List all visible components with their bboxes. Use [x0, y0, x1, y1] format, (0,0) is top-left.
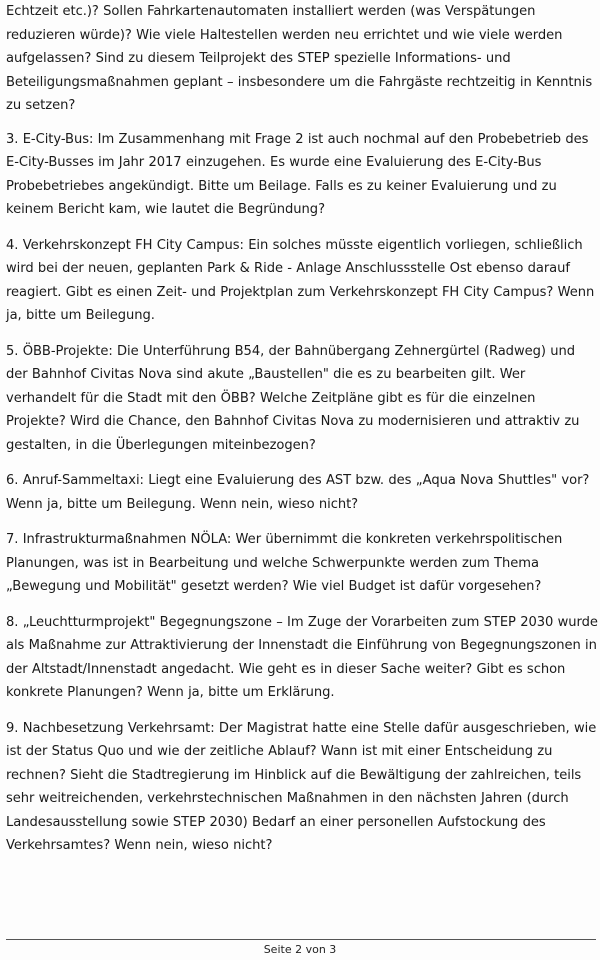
paragraph-continuation: Echtzeit etc.)? Sollen Fahrkartenautomaten installiert werden (was Verspätungen reduzieren würde)? Wie viele Haltestellen werden neu errichtet und wie viele werden aufgelassen? Sind zu diesem Teilprojekt des STEP spezielle Informations- und Beteiligungsmaßnahmen geplant – insbesondere um die Fahrgäste rechtzeitig in Kenntnis zu setzen?: [6, 4, 593, 113]
paragraph-question-7: 7. Infrastrukturmaßnahmen NÖLA: Wer übernimmt die konkreten verkehrspolitischen Planungen, was ist in Bearbeitung und welche Schwerpunkte werden zum Thema „Bewegung und Mobilität" gesetzt werden? Wie viel Budget ist dafür vorgesehen?: [6, 532, 563, 594]
paragraph-question-3: 3. E-City-Bus: Im Zusammenhang mit Frage 2 ist auch nochmal auf den Probebetrieb des E-City-Busses im Jahr 2017 einzugehen. Es wurde eine Evaluierung des E-City-Bus Probebetriebes angekündigt. Bitte um Beilage. Falls es zu keiner Evaluierung und zu keinem Bericht kam, wie lautet die Begründung?: [6, 131, 589, 217]
footer-divider: [6, 939, 596, 940]
paragraph-question-4: 4. Verkehrskonzept FH City Campus: Ein solches müsste eigentlich vorliegen, schließlich wird bei der neuen, geplanten Park & Ride - Anlage Anschlussstelle Ost ebenso darauf reagiert. Gibt es einen Zeit- und Projektplan zum Verkehrskonzept FH City Campus? Wenn ja, bitte um Beilegung.: [6, 237, 595, 323]
paragraph-question-5: 5. ÖBB-Projekte: Die Unterführung B54, der Bahnübergang Zehnergürtel (Radweg) und der Bahnhof Civitas Nova sind akute „Baustellen" die es zu bearbeiten gilt. Wer verhandelt für die Stadt mit den ÖBB? Welche Zeitpläne gibt es für die einzelnen Projekte? Wird die Chance, den Bahnhof Civitas Nova zu modernisieren und attraktiv zu gestalten, in die Überlegungen miteinbezogen?: [6, 343, 580, 453]
paragraph-question-9: 9. Nachbesetzung Verkehrsamt: Der Magistrat hatte eine Stelle dafür ausgeschrieben, wie ist der Status Quo und wie der zeitliche Ablauf? Wann ist mit einer Entscheidung zu rechnen? Sieht die Stadtregierung im Hinblick auf die Bewältigung der zahlreichen, teils sehr weitreichenden, verkehrstechnischen Maßnahmen in den nächsten Jahren (durch Landesausstellung sowie STEP 2030) Bedarf an einer personellen Aufstockung des Verkehrsamtes? Wenn nein, wieso nicht?: [6, 720, 597, 853]
paragraph-question-6: 6. Anruf-Sammeltaxi: Liegt eine Evaluierung des AST bzw. des „Aqua Nova Shuttles" vor? Wenn ja, bitte um Beilegung. Wenn nein, wieso nicht?: [6, 473, 590, 512]
paragraph-question-8: 8. „Leuchtturmprojekt" Begegnungszone – Im Zuge der Vorarbeiten zum STEP 2030 wurde als Maßnahme zur Attraktivierung der Innenstadt die Einführung von Begegnungszonen in der Altstadt/Innenstadt angedacht. Wie geht es in dieser Sache weiter? Gibt es schon konkrete Planungen? Wenn ja, bitte um Erklärung.: [6, 614, 598, 700]
page-number: Seite 2 von 3: [263, 943, 337, 956]
document-body: [6, 0, 598, 870]
